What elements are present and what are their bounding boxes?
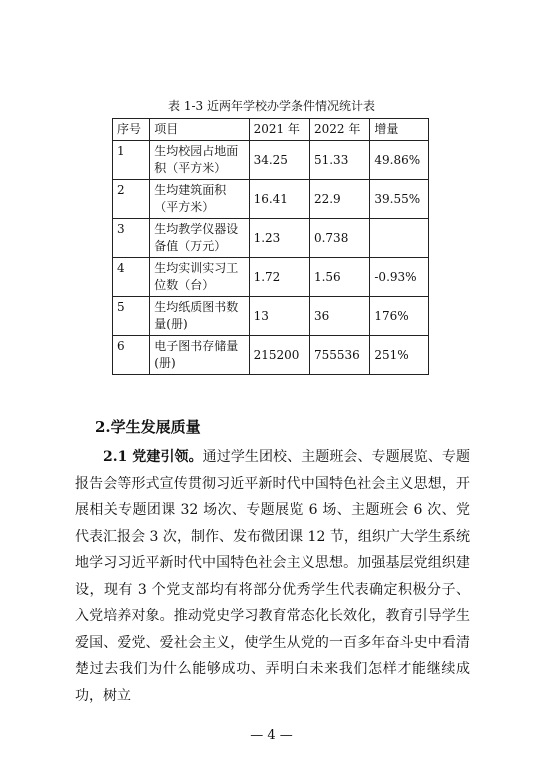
body-paragraph bbox=[75, 444, 470, 709]
page-number: — 4 — bbox=[250, 728, 293, 743]
paragraph-text bbox=[75, 444, 470, 709]
header-increase: 增量 bbox=[370, 119, 429, 141]
row-2022: 0.738 bbox=[309, 219, 369, 258]
row-2021: 1.72 bbox=[249, 258, 309, 297]
row-increase: 251% bbox=[370, 336, 429, 375]
section-title: 2.学生发展质量 bbox=[95, 418, 201, 436]
row-2021: 1.23 bbox=[249, 219, 309, 258]
table-row bbox=[113, 258, 429, 297]
row-index: 1 bbox=[113, 141, 150, 180]
row-increase: 39.55% bbox=[370, 180, 429, 219]
conditions-table bbox=[112, 118, 429, 375]
table-row bbox=[113, 141, 429, 180]
row-index: 5 bbox=[113, 297, 150, 336]
header-index: 序号 bbox=[113, 119, 150, 141]
header-2022: 2022 年 bbox=[309, 119, 369, 141]
table-row bbox=[113, 297, 429, 336]
row-2022: 51.33 bbox=[309, 141, 369, 180]
row-2021: 34.25 bbox=[249, 141, 309, 180]
row-2022: 755536 bbox=[309, 336, 369, 375]
row-index: 2 bbox=[113, 180, 150, 219]
table-header-row bbox=[113, 119, 429, 141]
row-2021: 16.41 bbox=[249, 180, 309, 219]
row-item: 生均校园占地面积（平方米） bbox=[150, 141, 249, 180]
row-item: 生均建筑面积（平方米） bbox=[150, 180, 249, 219]
row-2021: 13 bbox=[249, 297, 309, 336]
row-2022: 36 bbox=[309, 297, 369, 336]
row-increase: 176% bbox=[370, 297, 429, 336]
row-increase bbox=[370, 219, 429, 258]
row-increase: -0.93% bbox=[370, 258, 429, 297]
row-index: 4 bbox=[113, 258, 150, 297]
table-row bbox=[113, 219, 429, 258]
row-item: 生均纸质图书数量(册) bbox=[150, 297, 249, 336]
paragraph-lead: 2.1 党建引领。 bbox=[103, 449, 203, 465]
row-index: 6 bbox=[113, 336, 150, 375]
row-increase: 49.86% bbox=[370, 141, 429, 180]
row-2022: 22.9 bbox=[309, 180, 369, 219]
table-caption: 表 1-3 近两年学校办学条件情况统计表 bbox=[168, 99, 375, 113]
row-item: 生均实训实习工位数（台） bbox=[150, 258, 249, 297]
row-2021: 215200 bbox=[249, 336, 309, 375]
paragraph-body: 通过学生团校、主题班会、专题展览、专题报告会等形式宣传贯彻习近平新时代中国特色社会主义思想，开展相关专题团课 32 场次、专题展览 6 场、主题班会 6 次、党代表汇报会 3 次，制作、发布微团课 12 节，组织广大学生系统地学习习近平新时代中国特色社会主义思想。加强基层党组织建设，现有 3 个党支部均有将部分优秀学生代表确定积极分子、入党培养对象。推动党史学习教育常态化长效化，教育引导学生爱国、爱党、爱社会主义，使学生从党的一百多年奋斗史中看清楚过去我们为什么能够成功、弄明白未来我们怎样才能继续成功，树立 bbox=[75, 449, 470, 704]
table-row bbox=[113, 180, 429, 219]
header-2021: 2021 年 bbox=[249, 119, 309, 141]
row-index: 3 bbox=[113, 219, 150, 258]
header-item: 项目 bbox=[150, 119, 249, 141]
table-row bbox=[113, 336, 429, 375]
row-item: 电子图书存储量(册) bbox=[150, 336, 249, 375]
row-item: 生均教学仪器设备值（万元） bbox=[150, 219, 249, 258]
row-2022: 1.56 bbox=[309, 258, 369, 297]
